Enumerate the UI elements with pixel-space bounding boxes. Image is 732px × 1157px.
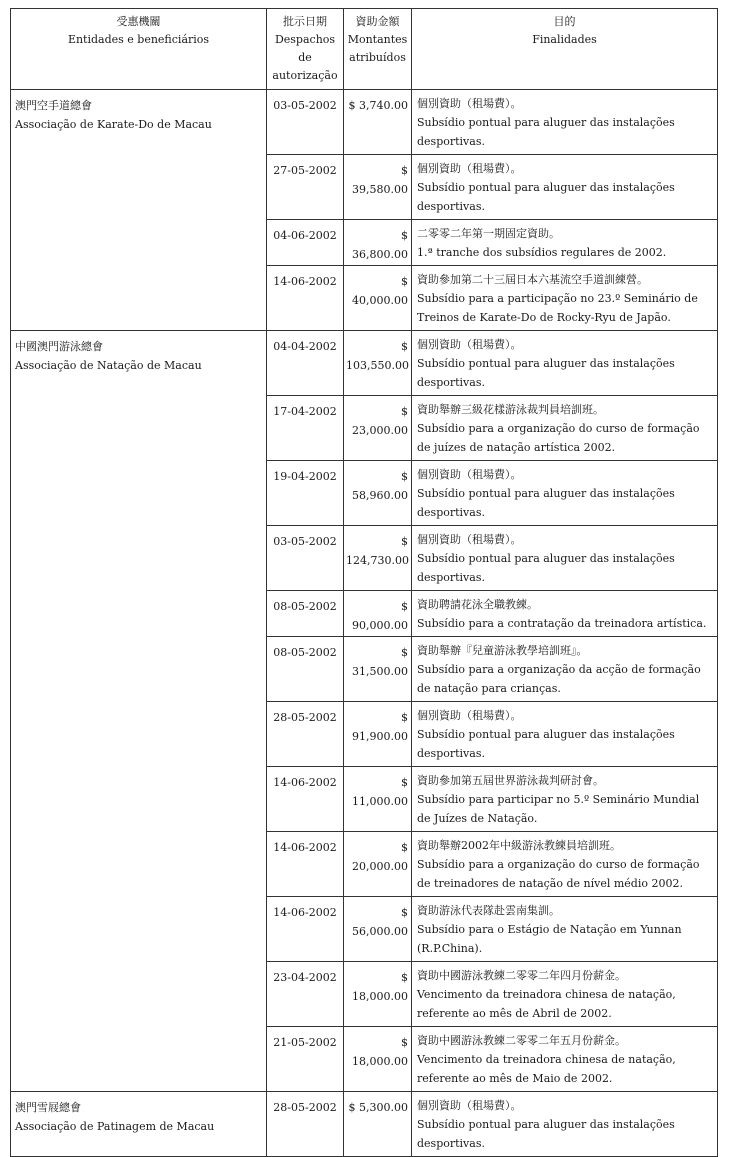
amount-cell: $ 91,900.00 [344,702,412,767]
entity-cell [11,1092,267,1157]
purpose-cell [412,90,718,155]
header-date-pt2: autorização [272,69,338,82]
date-cell: 03-05-2002 [267,526,344,591]
purpose-cell [412,526,718,591]
entity-cell [11,396,267,461]
table-row [11,220,718,266]
header-entity-pt: Entidades e beneficiários [67,33,210,46]
date-cell: 28-05-2002 [267,702,344,767]
amount-cell: $ 18,000.00 [344,1027,412,1092]
purpose-zh: 二零零二年第一期固定資助。 [417,227,560,240]
entity-cell [11,591,267,637]
date-cell: 04-04-2002 [267,331,344,396]
table-row [11,897,718,962]
date-cell: 14-06-2002 [267,266,344,331]
purpose-zh: 個別資助（租場費）。 [417,468,522,481]
date-cell: 27-05-2002 [267,155,344,220]
purpose-zh: 個別資助（租場費）。 [417,97,522,110]
table-row [11,331,718,396]
table-row [11,155,718,220]
purpose-pt: Subsídio para participar no 5.º Seminário Mundial de Juízes de Natação. [417,793,700,825]
purpose-zh: 資助參加第二十三屆日本六基流空手道訓練營。 [417,273,648,286]
purpose-cell [412,591,718,637]
purpose-pt: Subsídio pontual para aluguer das instalações desportivas. [417,1118,675,1150]
table-row [11,526,718,591]
date-cell: 21-05-2002 [267,1027,344,1092]
table-row [11,1092,718,1157]
entity-cell [11,767,267,832]
table-row [11,591,718,637]
purpose-zh: 資助中國游泳教練二零零二年五月份薪金。 [417,1034,626,1047]
amount-cell: $ 20,000.00 [344,832,412,897]
purpose-pt: Subsídio pontual para aluguer das instalações desportivas. [417,552,675,584]
table-row [11,1027,718,1092]
entity-name-pt: Associação de Natação de Macau [15,359,202,372]
date-cell: 03-05-2002 [267,90,344,155]
header-purpose-zh: 目的 [553,15,576,28]
purpose-pt: Subsídio pontual para aluguer das instalações desportivas. [417,487,675,519]
purpose-pt: Subsídio pontual para aluguer das instalações desportivas. [417,357,675,389]
entity-name-pt: Associação de Patinagem de Macau [15,1120,215,1133]
table-row [11,767,718,832]
header-amount-pt1: Montantes [347,33,408,46]
purpose-cell [412,897,718,962]
purpose-cell [412,266,718,331]
purpose-pt: Subsídio pontual para aluguer das instalações desportivas. [417,116,675,148]
purpose-cell [412,1092,718,1157]
purpose-zh: 個別資助（租場費）。 [417,709,522,722]
purpose-pt: Subsídio para a organização do curso de formação de treinadores de natação de nível médio 2002. [417,858,700,890]
header-purpose-pt: Finalidades [532,33,597,46]
entity-name-zh: 澳門空手道總會 [15,99,92,112]
entity-cell [11,962,267,1027]
purpose-cell [412,1027,718,1092]
purpose-pt: Subsídio para a organização da acção de formação de natação para crianças. [417,663,701,695]
purpose-zh: 資助舉辦『兒童游泳教學培訓班』。 [417,644,588,657]
date-cell: 19-04-2002 [267,461,344,526]
entity-name-zh: 澳門雪屐總會 [15,1101,81,1114]
entity-cell [11,220,267,266]
header-amount-pt2: atribuídos [349,51,406,64]
header-date-pt1: Despachos de [274,33,336,64]
header-purpose [412,9,718,90]
table-row [11,962,718,1027]
amount-cell: $ 18,000.00 [344,962,412,1027]
date-cell: 28-05-2002 [267,1092,344,1157]
date-cell: 08-05-2002 [267,591,344,637]
table-row [11,90,718,155]
table-row [11,702,718,767]
purpose-cell [412,461,718,526]
purpose-cell [412,767,718,832]
purpose-zh: 資助舉辦三級花樣游泳裁判員培訓班。 [417,403,604,416]
purpose-zh: 資助參加第五屆世界游泳裁判研討會。 [417,774,604,787]
purpose-pt: Subsídio para a contratação da treinadora artística. [417,617,707,630]
date-cell: 23-04-2002 [267,962,344,1027]
table-row [11,396,718,461]
purpose-zh: 資助中國游泳教練二零零二年四月份薪金。 [417,969,626,982]
purpose-cell [412,832,718,897]
purpose-pt: Subsídio para o Estágio de Natação em Yunnan (R.P.China). [417,923,682,955]
purpose-zh: 資助聘請花泳全職教練。 [417,598,538,611]
purpose-pt: Vencimento da treinadora chinesa de natação, referente ao mês de Maio de 2002. [417,1053,676,1085]
entity-cell [11,702,267,767]
amount-cell: $ 3,740.00 [344,90,412,155]
entity-cell [11,266,267,331]
entity-cell [11,461,267,526]
purpose-zh: 個別資助（租場費）。 [417,338,522,351]
purpose-pt: Subsídio pontual para aluguer das instalações desportivas. [417,728,675,760]
purpose-cell [412,702,718,767]
entity-cell [11,526,267,591]
purpose-pt: 1.ª tranche dos subsídios regulares de 2002. [417,246,667,259]
purpose-zh: 個別資助（租場費）。 [417,162,522,175]
amount-cell: $ 5,300.00 [344,1092,412,1157]
purpose-cell [412,331,718,396]
entity-cell [11,90,267,155]
table-row [11,266,718,331]
purpose-pt: Vencimento da treinadora chinesa de natação, referente ao mês de Abril de 2002. [417,988,676,1020]
entity-cell [11,832,267,897]
purpose-pt: Subsídio pontual para aluguer das instalações desportivas. [417,181,675,213]
date-cell: 14-06-2002 [267,897,344,962]
header-date-zh: 批示日期 [283,15,327,28]
purpose-cell [412,155,718,220]
purpose-cell [412,962,718,1027]
entity-cell [11,155,267,220]
entity-cell [11,897,267,962]
entity-name-pt: Associação de Karate-Do de Macau [15,118,212,131]
entity-cell [11,1027,267,1092]
purpose-cell [412,637,718,702]
subsidy-table [10,8,718,1157]
date-cell: 17-04-2002 [267,396,344,461]
amount-cell: $ 23,000.00 [344,396,412,461]
header-date [267,9,344,90]
amount-cell: $ 40,000.00 [344,266,412,331]
purpose-zh: 個別資助（租場費）。 [417,533,522,546]
date-cell: 04-06-2002 [267,220,344,266]
header-amount-zh: 資助金額 [355,15,400,28]
purpose-cell [412,396,718,461]
table-row [11,461,718,526]
purpose-zh: 個別資助（租場費）。 [417,1099,522,1112]
purpose-pt: Subsídio para a organização do curso de formação de juízes de natação artística 2002. [417,422,700,454]
amount-cell: $ 39,580.00 [344,155,412,220]
table-header-row [11,9,718,90]
purpose-zh: 資助舉辦2002年中級游泳教練員培訓班。 [417,839,621,852]
amount-cell: $ 90,000.00 [344,591,412,637]
amount-cell: $ 11,000.00 [344,767,412,832]
table-body [11,90,718,1157]
entity-cell [11,331,267,396]
date-cell: 14-06-2002 [267,832,344,897]
table-row [11,637,718,702]
amount-cell: $ 36,800.00 [344,220,412,266]
amount-cell: $ 31,500.00 [344,637,412,702]
date-cell: 08-05-2002 [267,637,344,702]
entity-name-zh: 中國澳門游泳總會 [15,340,103,353]
purpose-zh: 資助游泳代表隊赴雲南集訓。 [417,904,560,917]
header-entity [11,9,267,90]
table-row [11,832,718,897]
header-entity-zh: 受惠機關 [116,15,161,28]
entity-cell [11,637,267,702]
amount-cell: $ 103,550.00 [344,331,412,396]
amount-cell: $ 58,960.00 [344,461,412,526]
date-cell: 14-06-2002 [267,767,344,832]
amount-cell: $ 56,000.00 [344,897,412,962]
header-amount [344,9,412,90]
purpose-cell [412,220,718,266]
purpose-pt: Subsídio para a participação no 23.º Seminário de Treinos de Karate-Do de Rocky-Ryu de Japão. [417,292,698,324]
amount-cell: $ 124,730.00 [344,526,412,591]
